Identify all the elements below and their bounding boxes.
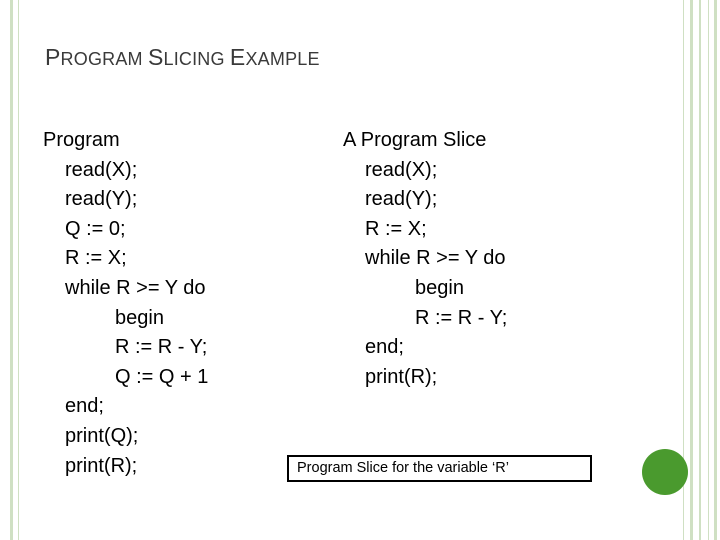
- frame-line-right-3: [699, 0, 701, 540]
- decorative-circle: [642, 449, 688, 495]
- program-line: read(Y);: [65, 188, 138, 211]
- frame-line-left-outer: [10, 0, 13, 540]
- program-line: Q := Q + 1: [115, 365, 209, 388]
- slice-line: read(X);: [365, 158, 438, 181]
- program-line: print(R);: [65, 454, 138, 477]
- slice-heading: A Program Slice: [343, 129, 487, 151]
- program-line: read(X);: [65, 158, 138, 181]
- program-heading: Program: [43, 129, 120, 151]
- frame-line-left-inner: [18, 0, 19, 540]
- slice-line: R := X;: [365, 217, 427, 240]
- slice-caption-box: Program Slice for the variable ‘R’: [287, 455, 592, 482]
- program-line: print(Q);: [65, 424, 139, 447]
- program-line: end;: [65, 395, 104, 418]
- frame-line-right-4: [708, 0, 709, 540]
- slice-line: read(Y);: [365, 188, 438, 211]
- slice-line: while R >= Y do: [365, 247, 506, 270]
- title-rest-3: XAMPLE: [245, 49, 320, 69]
- program-line: R := R - Y;: [115, 336, 208, 359]
- slice-listing: [343, 126, 507, 392]
- program-line: begin: [115, 306, 164, 329]
- title-rest-2: LICING: [163, 49, 230, 69]
- title-cap-3: E: [229, 44, 246, 70]
- slide-title: [45, 44, 320, 71]
- title-rest-1: ROGRAM: [60, 49, 148, 69]
- program-line: Q := 0;: [65, 217, 126, 240]
- program-line: R := X;: [65, 247, 127, 270]
- frame-line-right-5: [714, 0, 717, 540]
- slice-line: print(R);: [365, 365, 438, 388]
- slice-line: begin: [415, 276, 464, 299]
- title-cap-1: P: [45, 44, 61, 70]
- program-listing: [43, 126, 208, 481]
- program-line: while R >= Y do: [65, 276, 206, 299]
- slice-line: R := R - Y;: [415, 306, 508, 329]
- slice-line: end;: [365, 336, 404, 359]
- frame-line-right-2: [690, 0, 693, 540]
- title-cap-2: S: [147, 44, 164, 70]
